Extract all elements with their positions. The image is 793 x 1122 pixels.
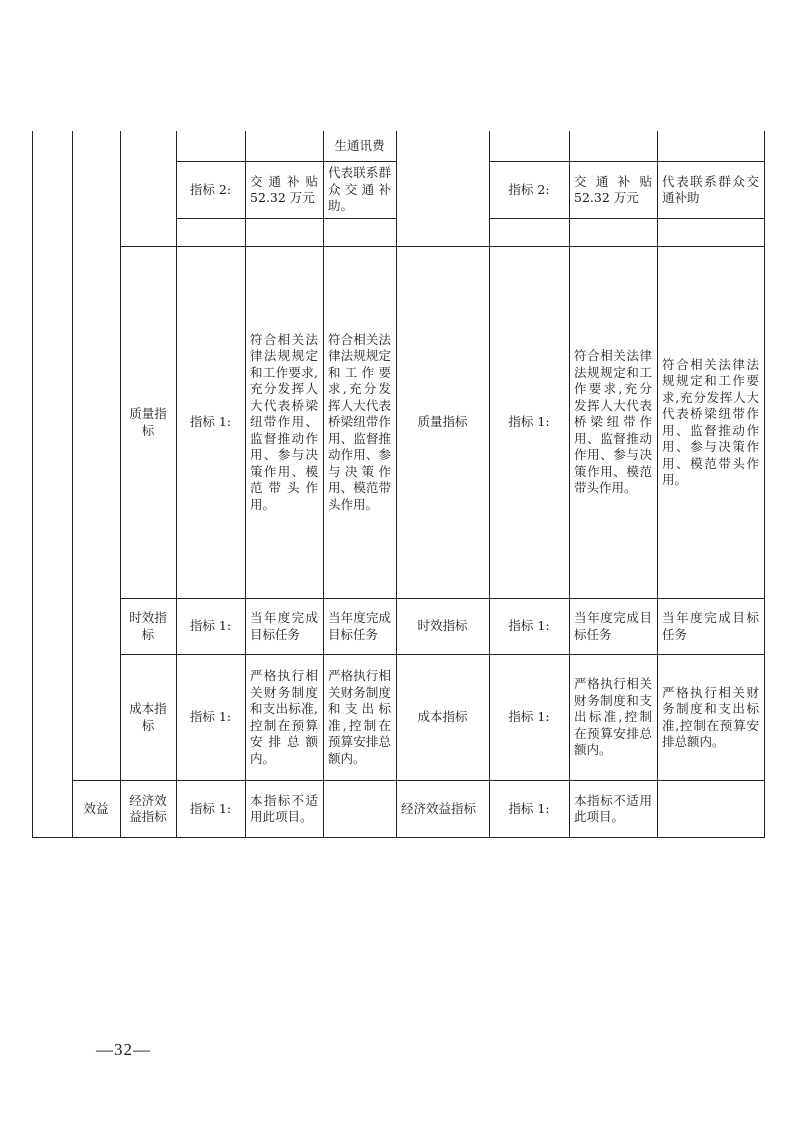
rule-v-k [764,131,765,838]
cell-cost-label: 指标 1: [189,709,232,725]
cell-idx2-right-cont: 代表联系群众交通补助 [662,173,759,205]
cell-idx2-right-label: 指标 2: [508,181,550,197]
cell-benefit-right-label: 指标 1: [508,800,550,816]
cell-top-left-cont: 生通讯费 [334,137,385,153]
cell-time-right-label: 指标 1: [508,618,550,634]
cell-quality-right-label: 指标 1: [508,414,550,430]
rule-h-2b [489,218,764,219]
cell-benefit-left-cont [323,781,396,837]
cell-cost-left-value: 严格执行相关财务制度和支出标准,控制在预算安排总额内。 [250,668,318,766]
cell-time-category: 时效指标 [129,610,167,642]
cell-cost-left-cont: 严格执行相关财务制度和支出标准,控制在预算安排总额内。 [328,668,391,766]
cell-idx2-left-value: 交通补贴52.32 万元 [250,173,318,205]
cell-quality-right-category: 质量指标 [417,414,468,430]
rule-v-b [72,131,73,838]
cell-quality-left-value: 符合相关法律法规规定和工作要求,充分发挥人大代表桥梁纽带作用、监督推动作用、参与决策作用、模范带头作用。 [250,331,318,512]
cell-benefit-category: 经济效益指标 [129,792,167,824]
cell-quality-category: 质量指标 [129,406,167,438]
cell-time-label: 指标 1: [189,618,232,634]
cell-idx2-right-value: 交通补贴52.32 万元 [574,173,652,205]
cell-quality-left-cont: 符合相关法律法规规定和工作要求,充分发挥人大代表桥梁纽带作用、监督推动作用、参与决策作用、模范带头作用。 [328,331,391,512]
rule-h-2 [176,218,396,219]
cell-idx2-left-cont: 代表联系群众交通补助。 [328,165,391,214]
cell-benefit-left-value: 本指标不适用此项目。 [250,792,318,824]
cell-quality-right-value: 符合相关法律法规规定和工作要求,充分发挥人大代表桥梁纽带作用、监督推动作用、参与决策作用、模范带头作用。 [574,348,652,496]
cell-benefit-label: 指标 1: [189,800,232,816]
cell-benefit-right-cont [657,781,764,837]
cell-cost-right-cont: 严格执行相关财务制度和支出标准,控制在预算安排总额内。 [662,684,759,749]
cell-cost-right-value: 严格执行相关财务制度和支出标准,控制在预算安排总额内。 [574,676,652,758]
cell-cost-right-label: 指标 1: [508,709,550,725]
cell-cost-right-category: 成本指标 [417,709,468,725]
cell-idx2-label: 指标 2: [189,181,232,197]
cell-cost-category: 成本指标 [129,701,167,733]
page-number: —32— [96,1040,151,1059]
cell-benefit-right-value: 本指标不适用此项目。 [574,792,652,824]
rule-h-7 [32,837,764,838]
cell-time-right-value: 当年度完成目标任务 [574,610,652,642]
cell-time-left-cont: 当年度完成目标任务 [328,610,391,642]
cell-benefit-group: 效益 [83,800,109,816]
cell-time-right-cont: 当年度完成目标任务 [662,610,759,642]
cell-benefit-right-category: 经济效益指标 [401,800,477,816]
rule-v-a [32,131,33,838]
cell-quality-label: 指标 1: [189,414,232,430]
cell-time-left-value: 当年度完成目标任务 [250,610,318,642]
cell-time-right-category: 时效指标 [417,618,468,634]
cell-quality-right-cont: 符合相关法律法规规定和工作要求,充分发挥人大代表桥梁纽带作用、监督推动作用、参与决策作用、模范带头作用。 [662,356,759,487]
